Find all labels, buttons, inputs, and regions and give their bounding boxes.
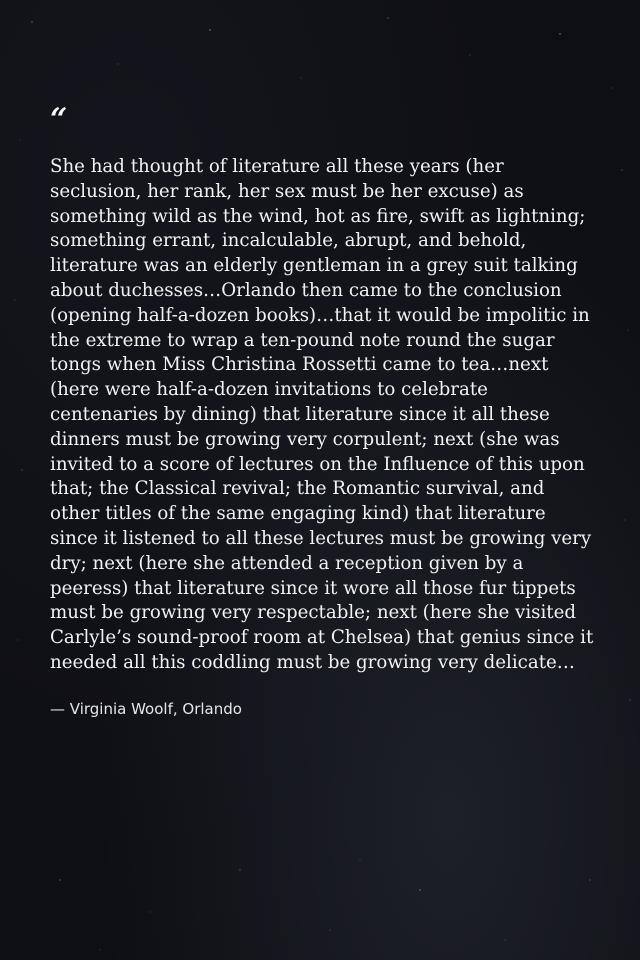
quote-card bbox=[50, 102, 595, 719]
quote-text: She had thought of literature all these years (her seclusion, her rank, her sex must be her excuse) as something wild as the wind, hot as fire, swift as lightning; something errant, incalculable, abrupt, and behold, literature was an elderly gentleman in a grey suit talking about duchesses…Orlando then came to the conclusion (opening half-a-dozen books)…that it would be impolitic in the extreme to wrap a ten-pound note round the sugar tongs when Miss Christina Rossetti came to tea…next (here were half-a-dozen invitations to celebrate centenaries by dining) that literature since it all these dinners must be growing very corpulent; next (she was invited to a score of lectures on the Influence of this upon that; the Classical revival; the Romantic survival, and other titles of the same engaging kind) that literature since it listened to all these lectures must be growing very dry; next (here she attended a reception given by a peeress) that literature since it wore all those fur tippets must be growing very respectable; next (here she visited Carlyle’s sound-proof room at Chelsea) that genius since it needed all this coddling must be growing very delicate… bbox=[50, 156, 594, 673]
quote-attribution: — Virginia Woolf, Orlando bbox=[50, 699, 242, 718]
quote-mark-icon: “ bbox=[50, 102, 66, 137]
